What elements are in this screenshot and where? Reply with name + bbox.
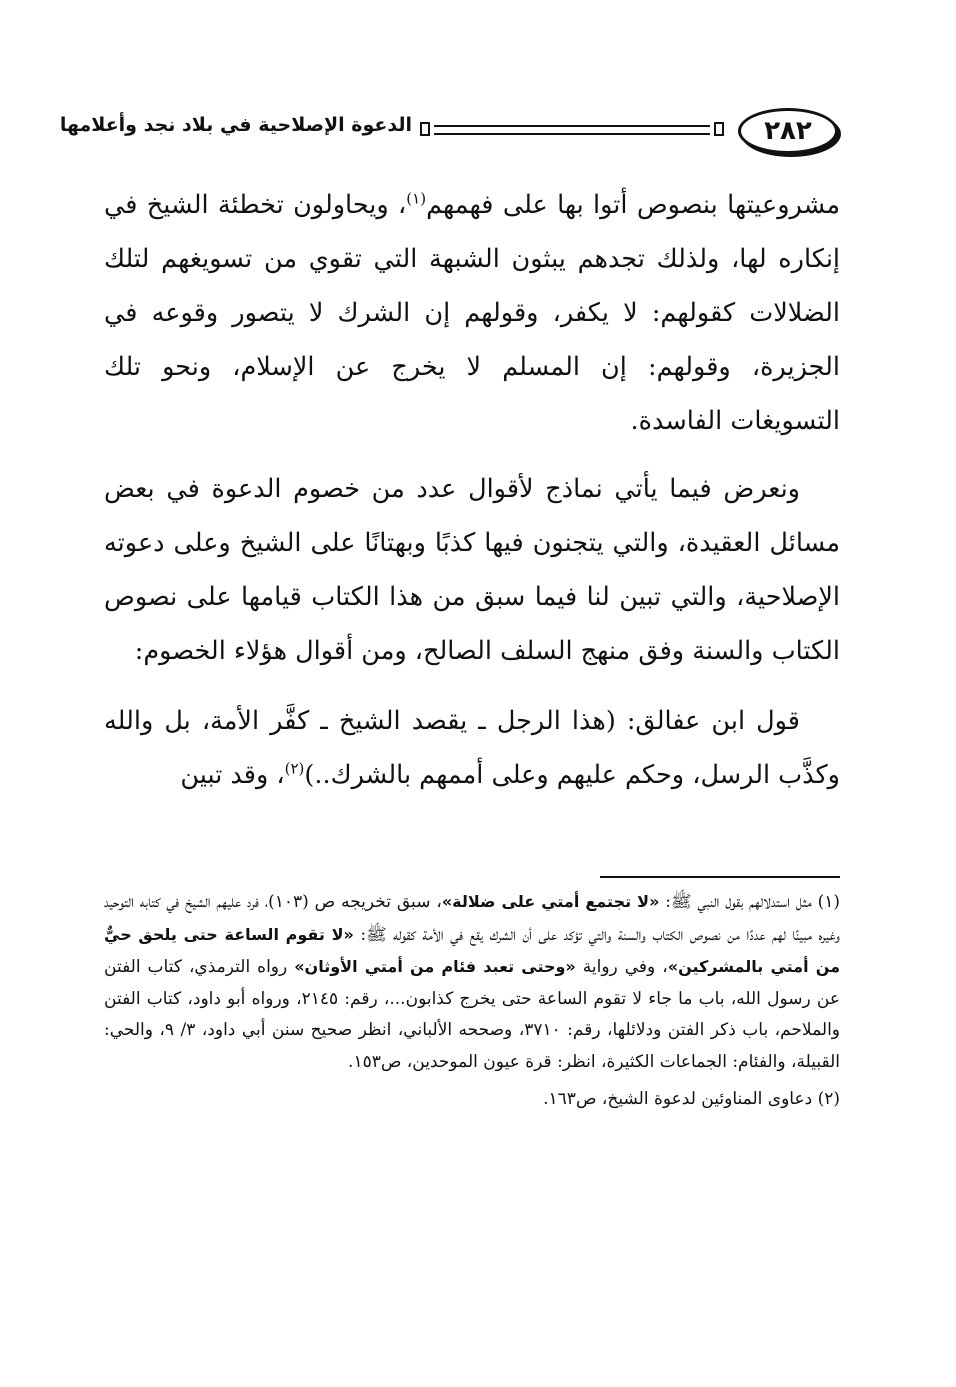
rule-right-cap [714,122,724,136]
footnote-1-part-a: (١) مثل استدلالهم بقول النبي ﷺ: [659,892,841,912]
paragraph-2: ونعرض فيما يأتي نماذج لأقوال عدد من خصوم الدعوة في بعض مسائل العقيدة، والتي يتجنون فيها كذبًا وبهتانًا على الشيخ وعلى دعوته الإصلاحية، والتي تبين لنا فيما سبق من هذا الكتاب قيامها على نصوص الكتاب والسنة وفق منهج السلف الصالح، ومن أقوال هؤلاء الخصوم: [104,474,840,666]
page-number: ٢٨٢ [738,108,838,154]
paragraph-3 [104,694,840,802]
header-rule [420,122,724,138]
page-header [59,108,840,158]
footnote-1-part-b: ، سبق تخريجه ص (١٠٣)، فرد عليهم الشيخ في كتابه التوحيد وغيره مبينًا لهم عددًا من نصوص الكتاب والسنة والتي تؤكد على أن الشرك يقع في الأمة كقوله ﷺ: [104,892,840,945]
paragraph-1 [104,178,840,448]
footnote-1-hadith-2: «لا تقوم الساعة حتى يلحق حيٌّ من أمتي بالمشركين» [104,924,840,976]
footnotes [104,886,840,1122]
footnote-ref-1: (١) [406,189,427,208]
footnote-1 [104,886,840,1078]
footnote-separator [600,876,840,878]
paragraph-3-start: قول ابن عفالق: (هذا الرجل ـ يقصد الشيخ ـ كفَّر الأمة، بل والله وكذَّب الرسل، وحكم عليهم وعلى أممهم بالشرك..) [104,706,840,790]
footnote-1-hadith-3: «وحتى تعبد فئام من أمتي الأوثان» [294,957,576,976]
footnote-1-hadith-1: «لا تجتمع أمتي على ضلالة» [441,892,660,911]
paragraph-1-end: ، ويحاولون تخطئة الشيخ في إنكاره لها، ولذلك تجدهم يبثون الشبهة التي تقوي من تسويغهم لتلك الضلالات كقولهم: لا يكفر، وقولهم إن الشرك لا يتصور وقوعه في الجزيرة، وقولهم: إن المسلم لا يخرج عن الإسلام، ونحو تلك التسويغات الفاسدة. [104,190,840,436]
main-text [104,178,840,818]
footnote-2: (٢) دعاوى المناوئين لدعوة الشيخ، ص١٦٣. [543,1089,840,1109]
rule-bottom-line [434,133,710,135]
footnote-1-part-d: رواه الترمذي، كتاب الفتن عن رسول الله، باب ما جاء لا تقوم الساعة حتى يخرج كذابون...، رقم: ٢١٤٥، ورواه أبو داود، كتاب الفتن والملاحم، باب ذكر الفتن ودلائلها، رقم: ٣٧١٠، وصححه الألباني، انظر صحيح سنن أبي داود، ٣/ ٩، والحي: القبيلة، والفئام: الجماعات الكثيرة، انظر: قرة عيون الموحدين، ص١٥٣. [104,957,841,1072]
paragraph-1-start: مشروعيتها بنصوص أتوا بها على فهمهم [426,190,840,220]
running-title: الدعوة الإصلاحية في بلاد نجد وأعلامها [59,114,412,136]
footnote-1-part-c: ، وفي رواية [575,957,668,977]
footnote-ref-2: (٢) [284,759,305,778]
paragraph-3-end: ، وقد تبين [180,760,285,790]
rule-top-line [434,125,710,127]
rule-left-cap [420,122,430,136]
